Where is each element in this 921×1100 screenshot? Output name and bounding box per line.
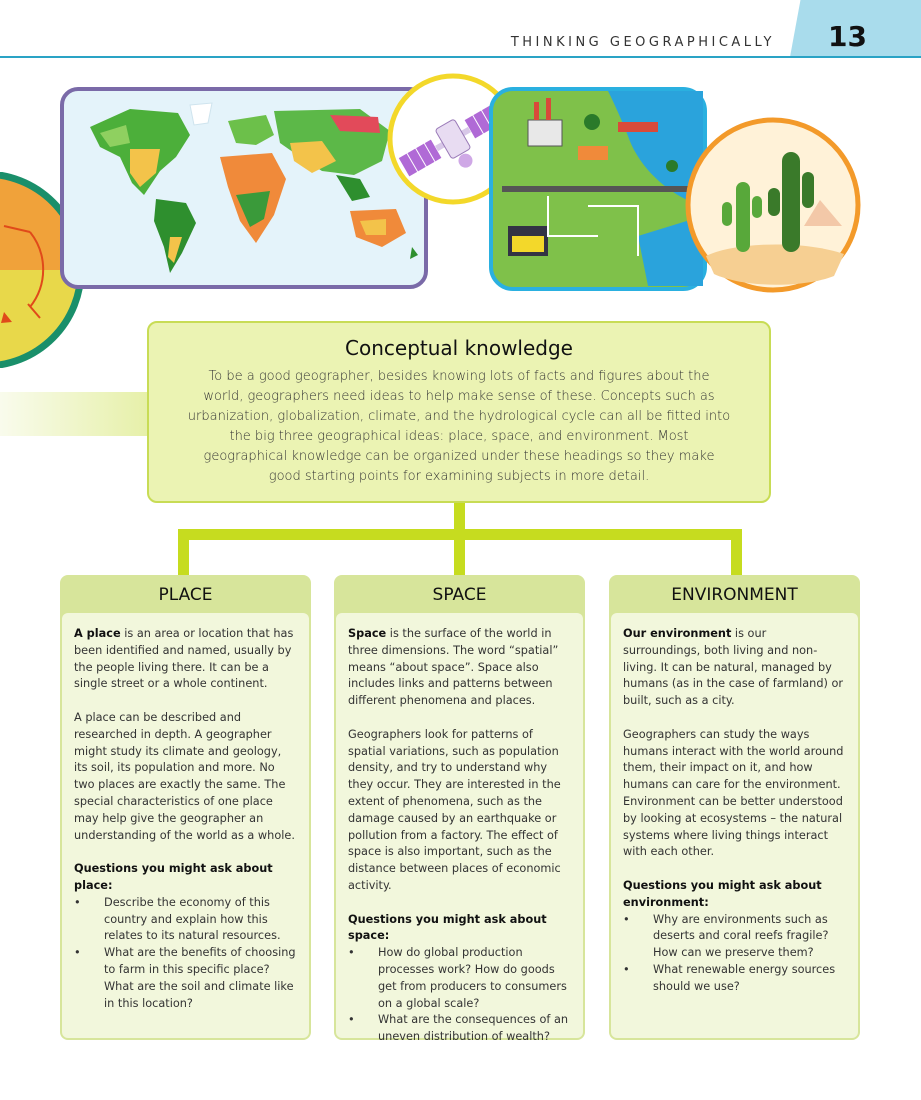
place-intro-text: is an area or location that has been identified and named, usually by the people living there. It can be a single street or a whole continent. — [74, 627, 294, 691]
running-header: THINKING GEOGRAPHICALLY — [510, 35, 775, 50]
environment-body — [611, 613, 858, 1038]
place-questions-heading: Questions you might ask about place: — [74, 862, 273, 892]
industrial-landscape-illustration — [488, 86, 708, 292]
environment-intro-text: is our surroundings, both living and non-living. It can be natural, managed by humans (as in the case of farmland) or built, such as a city. — [623, 627, 844, 708]
environment-intro-term: Our environment — [623, 627, 732, 640]
environment-paragraph: Geographers can study the ways humans interact with the world around them, their impact on it, and how humans can care for the environment. Environment can be better understood by looking at ecosystems – the natural systems where living things interact with each other. — [623, 727, 844, 859]
environment-heading: ENVIRONMENT — [671, 585, 798, 605]
concept-body: To be a good geographer, besides knowing lots of facts and figures about the world, geographers need ideas to help make sense of these. Concepts such as urbanization, globalization, climate, and the hydrological cycle can all be fitted into the big three geographical ideas: place, space, and environment. Most geographical knowledge can be organized under these headings so they make good starting points for examining subjects in more detail. — [187, 369, 731, 484]
place-body — [62, 613, 309, 1038]
list-item: • How do global production processes work? How do goods get from producers to consumers on a global scale? — [348, 945, 571, 1012]
conceptual-knowledge-box — [147, 321, 771, 503]
space-paragraph: Geographers look for patterns of spatial variations, such as population density, and try to understand why they occur. They are interested in the extent of phenomena, such as the damage caused by an earthquake or pollution from a factory. The effect of space is also important, such as the distance between places of economic activity. — [348, 727, 561, 892]
place-questions-list — [74, 895, 297, 1013]
page-number: 13 — [828, 20, 867, 53]
connector-right — [731, 529, 742, 576]
environment-column — [609, 575, 860, 1040]
list-item: • Why are environments such as deserts and coral reefs fragile? How can we preserve them? — [623, 912, 846, 962]
list-item: • Describe the economy of this country and explain how this relates to its natural resources. — [74, 895, 297, 945]
environment-intro — [623, 626, 846, 710]
place-heading: PLACE — [158, 585, 213, 605]
space-heading: SPACE — [432, 585, 487, 605]
space-questions-list — [348, 945, 571, 1046]
header-rule — [0, 56, 921, 58]
place-column — [60, 575, 311, 1040]
environment-questions-list — [623, 912, 846, 996]
connector-left — [178, 529, 189, 576]
space-intro — [348, 626, 571, 710]
place-intro — [74, 626, 297, 693]
space-intro-term: Space — [348, 627, 387, 640]
space-column — [334, 575, 585, 1044]
space-questions-heading: Questions you might ask about space: — [348, 912, 547, 943]
environment-questions-heading: Questions you might ask about environment: — [623, 878, 822, 909]
list-item: • What are the benefits of choosing to farm in this specific place? What are the soil and climate like in this location? — [74, 945, 297, 1012]
place-intro-term: A place — [74, 627, 121, 640]
place-paragraph: A place can be described and researched in depth. A geographer might study its climate and geology, its soil, its population and more. No two places are exactly the same. The special characteristics of one place may help give the geographer an understanding of the world as a whole. — [74, 710, 295, 842]
list-item: • What are the consequences of an uneven distribution of wealth? — [348, 1012, 571, 1046]
space-intro-text: is the surface of the world in three dimensions. The word “spatial” means “about space”. Space also includes links and patterns between different phenomena and places. — [348, 627, 559, 708]
list-item: • What renewable energy sources should we use? — [623, 962, 846, 996]
world-climate-map-illustration — [60, 87, 428, 289]
concept-title: Conceptual knowledge — [345, 336, 573, 360]
space-body — [336, 613, 583, 1044]
connector-middle — [454, 529, 465, 576]
decorative-stripe — [0, 392, 150, 436]
desert-cactus-illustration — [684, 116, 862, 294]
